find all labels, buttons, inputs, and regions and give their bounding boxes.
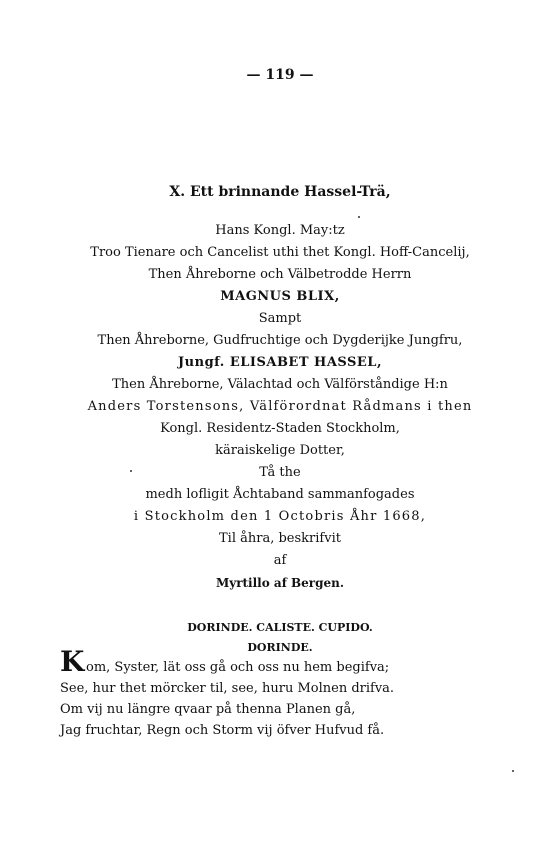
dramatis-personae: DORINDE. CALISTE. CUPIDO. [187,621,373,634]
drop-cap: K [60,645,85,678]
dedication-line: Tå the [259,465,301,480]
verse-line: See, hur thet mörcker til, see, huru Molnen drifva. [60,681,395,696]
dedication-line: Troo Tienare och Cancelist uthi thet Kongl. Hoff-Cancelij, [90,245,470,260]
dedication-line: Til åhra, beskrifvit [219,531,341,546]
dedication-line: af [273,553,287,568]
dedication-line: Then Åhreborne, Välachtad och Välförståndige H:n [112,377,448,392]
verse-line: Jag fruchtar, Regn och Storm vij öfver Hufvud få. [60,723,385,738]
dedication-name: Jungf. ELISABET HASSEL, [178,355,382,370]
page-number: — 119 — [246,67,314,83]
dedication-line: käraiskelige Dotter, [215,443,345,458]
dedication-line: Kongl. Residentz-Staden Stockholm, [160,421,400,436]
dedication-line: Hans Kongl. May:tz [215,223,345,238]
dedication-line: Sampt [258,311,302,326]
dedication-line: Anders Torstensons, Välförordnat Rådmans i then [87,399,473,414]
dedication-line: Then Åhreborne, Gudfruchtige och Dygderijke Jungfru, [97,333,463,348]
print-speck [358,216,360,218]
author-line: Myrtillo af Bergen. [215,576,345,590]
print-speck [512,770,514,772]
dedication-line: i Stockholm den 1 Octobris Åhr 1668, [133,509,427,524]
dedication-line: Then Åhreborne och Välbetrodde Herrn [148,267,412,282]
poem-heading: X. Ett brinnande Hassel-Trä, [169,184,391,200]
speaker-label: DORINDE. [247,641,313,654]
dedication-name: MAGNUS BLIX, [220,289,340,304]
verse-line: Om vij nu längre qvaar på thenna Planen gå, [60,702,356,717]
dedication-line: medh lofligit Åchtaband sammanfogades [145,487,415,502]
print-speck [130,470,132,472]
verse-line: om, Syster, lät oss gå och oss nu hem begifva; [86,660,390,675]
